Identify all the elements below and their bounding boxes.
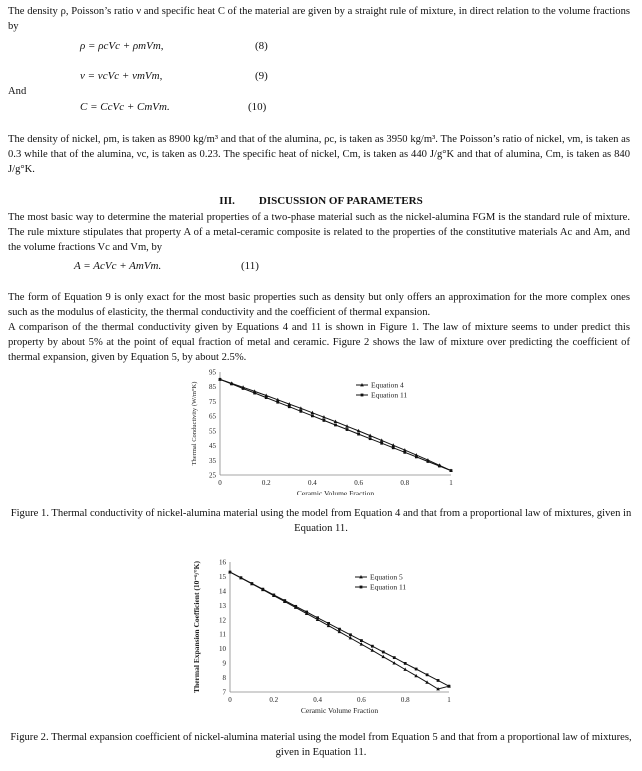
data-point — [334, 424, 337, 427]
y-tick-label: 95 — [209, 368, 216, 377]
data-point — [338, 628, 341, 631]
data-point — [261, 588, 264, 591]
data-point — [415, 456, 418, 459]
equation-11-number: (11) — [241, 260, 259, 272]
data-point — [357, 433, 360, 436]
equation-9: ν = νcVc + νmVm, — [80, 70, 163, 82]
y-tick-label: 35 — [209, 456, 216, 465]
legend-label: Equation 4 — [371, 380, 404, 390]
and-word: And — [8, 86, 27, 97]
section-heading — [0, 195, 642, 207]
figure-2-chart — [0, 556, 642, 726]
data-point — [382, 651, 385, 654]
x-tick-label: 0.8 — [400, 479, 410, 487]
data-point — [437, 679, 440, 682]
paragraph-comparison: A comparison of the thermal conductivity given by Equations 4 and 11 is shown in Figure 1. The law of mixture seems to under predict this property by about 5% at the point of equal fraction of metal and ceramic. Figure 2 shows the law of mixture over predicting the coefficient of thermal expansion, given by Equation 5, by about 2.5%. — [8, 322, 630, 363]
section-title: DISCUSSION OF PARAMETERS — [258, 195, 423, 207]
equation-8-number: (8) — [255, 40, 268, 52]
y-tick-label: 16 — [219, 558, 226, 567]
section-number: III. — [219, 195, 235, 207]
equation-11: A = AcVc + AmVm. — [74, 260, 162, 272]
data-point — [369, 437, 372, 440]
data-point — [371, 645, 374, 648]
paragraph-rule-of-mixture: The density ρ, Poisson’s ratio ν and specific heat C of the material are given by a straight rule of mixture, in direct relation to the volume fractions by — [8, 6, 630, 32]
data-point — [349, 633, 352, 636]
data-point — [404, 662, 407, 665]
data-point — [360, 639, 363, 642]
data-point — [299, 410, 302, 413]
data-point — [230, 383, 233, 386]
paragraph-equation-form: The form of Equation 9 is only exact for the most basic properties such as density but only offers an approximation for the more complex ones such as the modulus of elasticity, the thermal conductivity and the coefficient of thermal expansion. — [8, 292, 630, 318]
data-point — [272, 594, 275, 597]
data-point — [346, 428, 349, 431]
figure-1-caption: Figure 1. Thermal conductivity of nickel-alumina material using the model from Equation 4 and that from a proportional law of mixtures, given in Equation 11. — [10, 508, 632, 534]
legend-marker — [360, 586, 363, 589]
equation-8: ρ = ρcVc + ρmVm, — [80, 40, 164, 52]
y-tick-label: 12 — [219, 616, 226, 625]
data-point — [276, 401, 279, 404]
y-tick-label: 55 — [209, 427, 216, 436]
data-point — [380, 442, 383, 445]
data-point — [311, 414, 314, 417]
x-tick-label: 0 — [228, 696, 232, 704]
y-tick-label: 10 — [219, 645, 226, 654]
data-point — [316, 616, 319, 619]
data-point — [327, 622, 330, 625]
y-tick-label: 9 — [222, 659, 226, 668]
equation-10: C = CcVc + CmVm. — [80, 101, 170, 113]
x-tick-label: 0.2 — [261, 479, 271, 487]
equation-10-number: (10) — [248, 101, 267, 113]
x-tick-label: 0.6 — [354, 479, 363, 487]
data-point — [240, 576, 243, 579]
paragraph-material-values: The density of nickel, ρm, is taken as 8900 kg/m³ and that of the alumina, ρc, is taken as 3950 kg/m³. The Poisson’s ratio of nickel, νm, is taken as 0.3 while that of the alumina, νc, is taken as 0.23. The specific heat of nickel, Cm, is taken as 440 J/g°K and that of alumina, Cm, is taken as 840 J/g°K. — [8, 134, 630, 175]
data-point — [392, 446, 395, 449]
data-point — [229, 571, 232, 574]
y-axis-label: Thermal Conductivity (W/m°K) — [191, 381, 198, 466]
legend-label: Equation 11 — [371, 390, 408, 400]
data-point — [323, 419, 326, 422]
x-tick-label: 0.4 — [308, 479, 317, 487]
data-point — [403, 451, 406, 454]
x-tick-label: 0.8 — [400, 696, 410, 704]
paragraph-rule-mixture-definition: The most basic way to determine the material properties of a two-phase material such as the nickel-alumina FGM is the standard rule of mixture. The rule mixture stipulates that property A of a metal-ceramic composite is related to the properties of the constitutive materials Ac and Am, and the volume fractions Vc and Vm, by — [8, 212, 630, 253]
figure-1-chart — [0, 365, 642, 495]
data-point — [448, 685, 451, 688]
x-tick-label: 0 — [218, 479, 222, 487]
data-point — [438, 465, 441, 468]
y-tick-label: 85 — [209, 383, 216, 392]
data-point — [219, 378, 222, 381]
data-point — [288, 405, 291, 408]
y-tick-label: 75 — [209, 397, 216, 406]
x-tick-label: 0.2 — [269, 696, 279, 704]
data-point — [242, 387, 245, 390]
data-point — [427, 460, 430, 463]
x-tick-label: 0.6 — [357, 696, 366, 704]
y-tick-label: 25 — [209, 471, 216, 480]
y-axis-label: Thermal Expansion Coefficient (10⁻⁶/°K) — [192, 561, 201, 693]
y-tick-label: 7 — [222, 688, 226, 697]
legend-label: Equation 5 — [370, 572, 403, 582]
x-axis-label: Ceramic Volume Fraction — [296, 489, 375, 495]
y-tick-label: 65 — [209, 412, 216, 421]
y-tick-label: 45 — [209, 442, 216, 451]
legend-marker — [361, 394, 364, 397]
data-point — [450, 469, 453, 472]
data-point — [393, 656, 396, 659]
x-tick-label: 0.4 — [313, 696, 322, 704]
figure-2-caption: Figure 2. Thermal expansion coefficient of nickel-alumina material using the model from Equation 5 and that from a proportional law of mixtures, given in Equation 11. — [10, 732, 632, 758]
data-point — [415, 668, 418, 671]
y-tick-label: 8 — [222, 674, 226, 683]
data-point — [426, 673, 429, 676]
x-tick-label: 1 — [447, 696, 451, 704]
y-tick-label: 11 — [219, 630, 226, 639]
equation-9-number: (9) — [255, 70, 268, 82]
data-point — [294, 605, 297, 608]
data-point — [265, 396, 268, 399]
data-point — [253, 392, 256, 395]
y-tick-label: 15 — [219, 572, 226, 581]
data-point — [251, 582, 254, 585]
data-point — [283, 599, 286, 602]
legend-label: Equation 11 — [370, 582, 407, 592]
y-tick-label: 13 — [219, 601, 226, 610]
y-tick-label: 14 — [219, 587, 226, 596]
x-tick-label: 1 — [449, 479, 453, 487]
x-axis-label: Ceramic Volume Fraction — [300, 706, 379, 715]
data-point — [305, 611, 308, 614]
